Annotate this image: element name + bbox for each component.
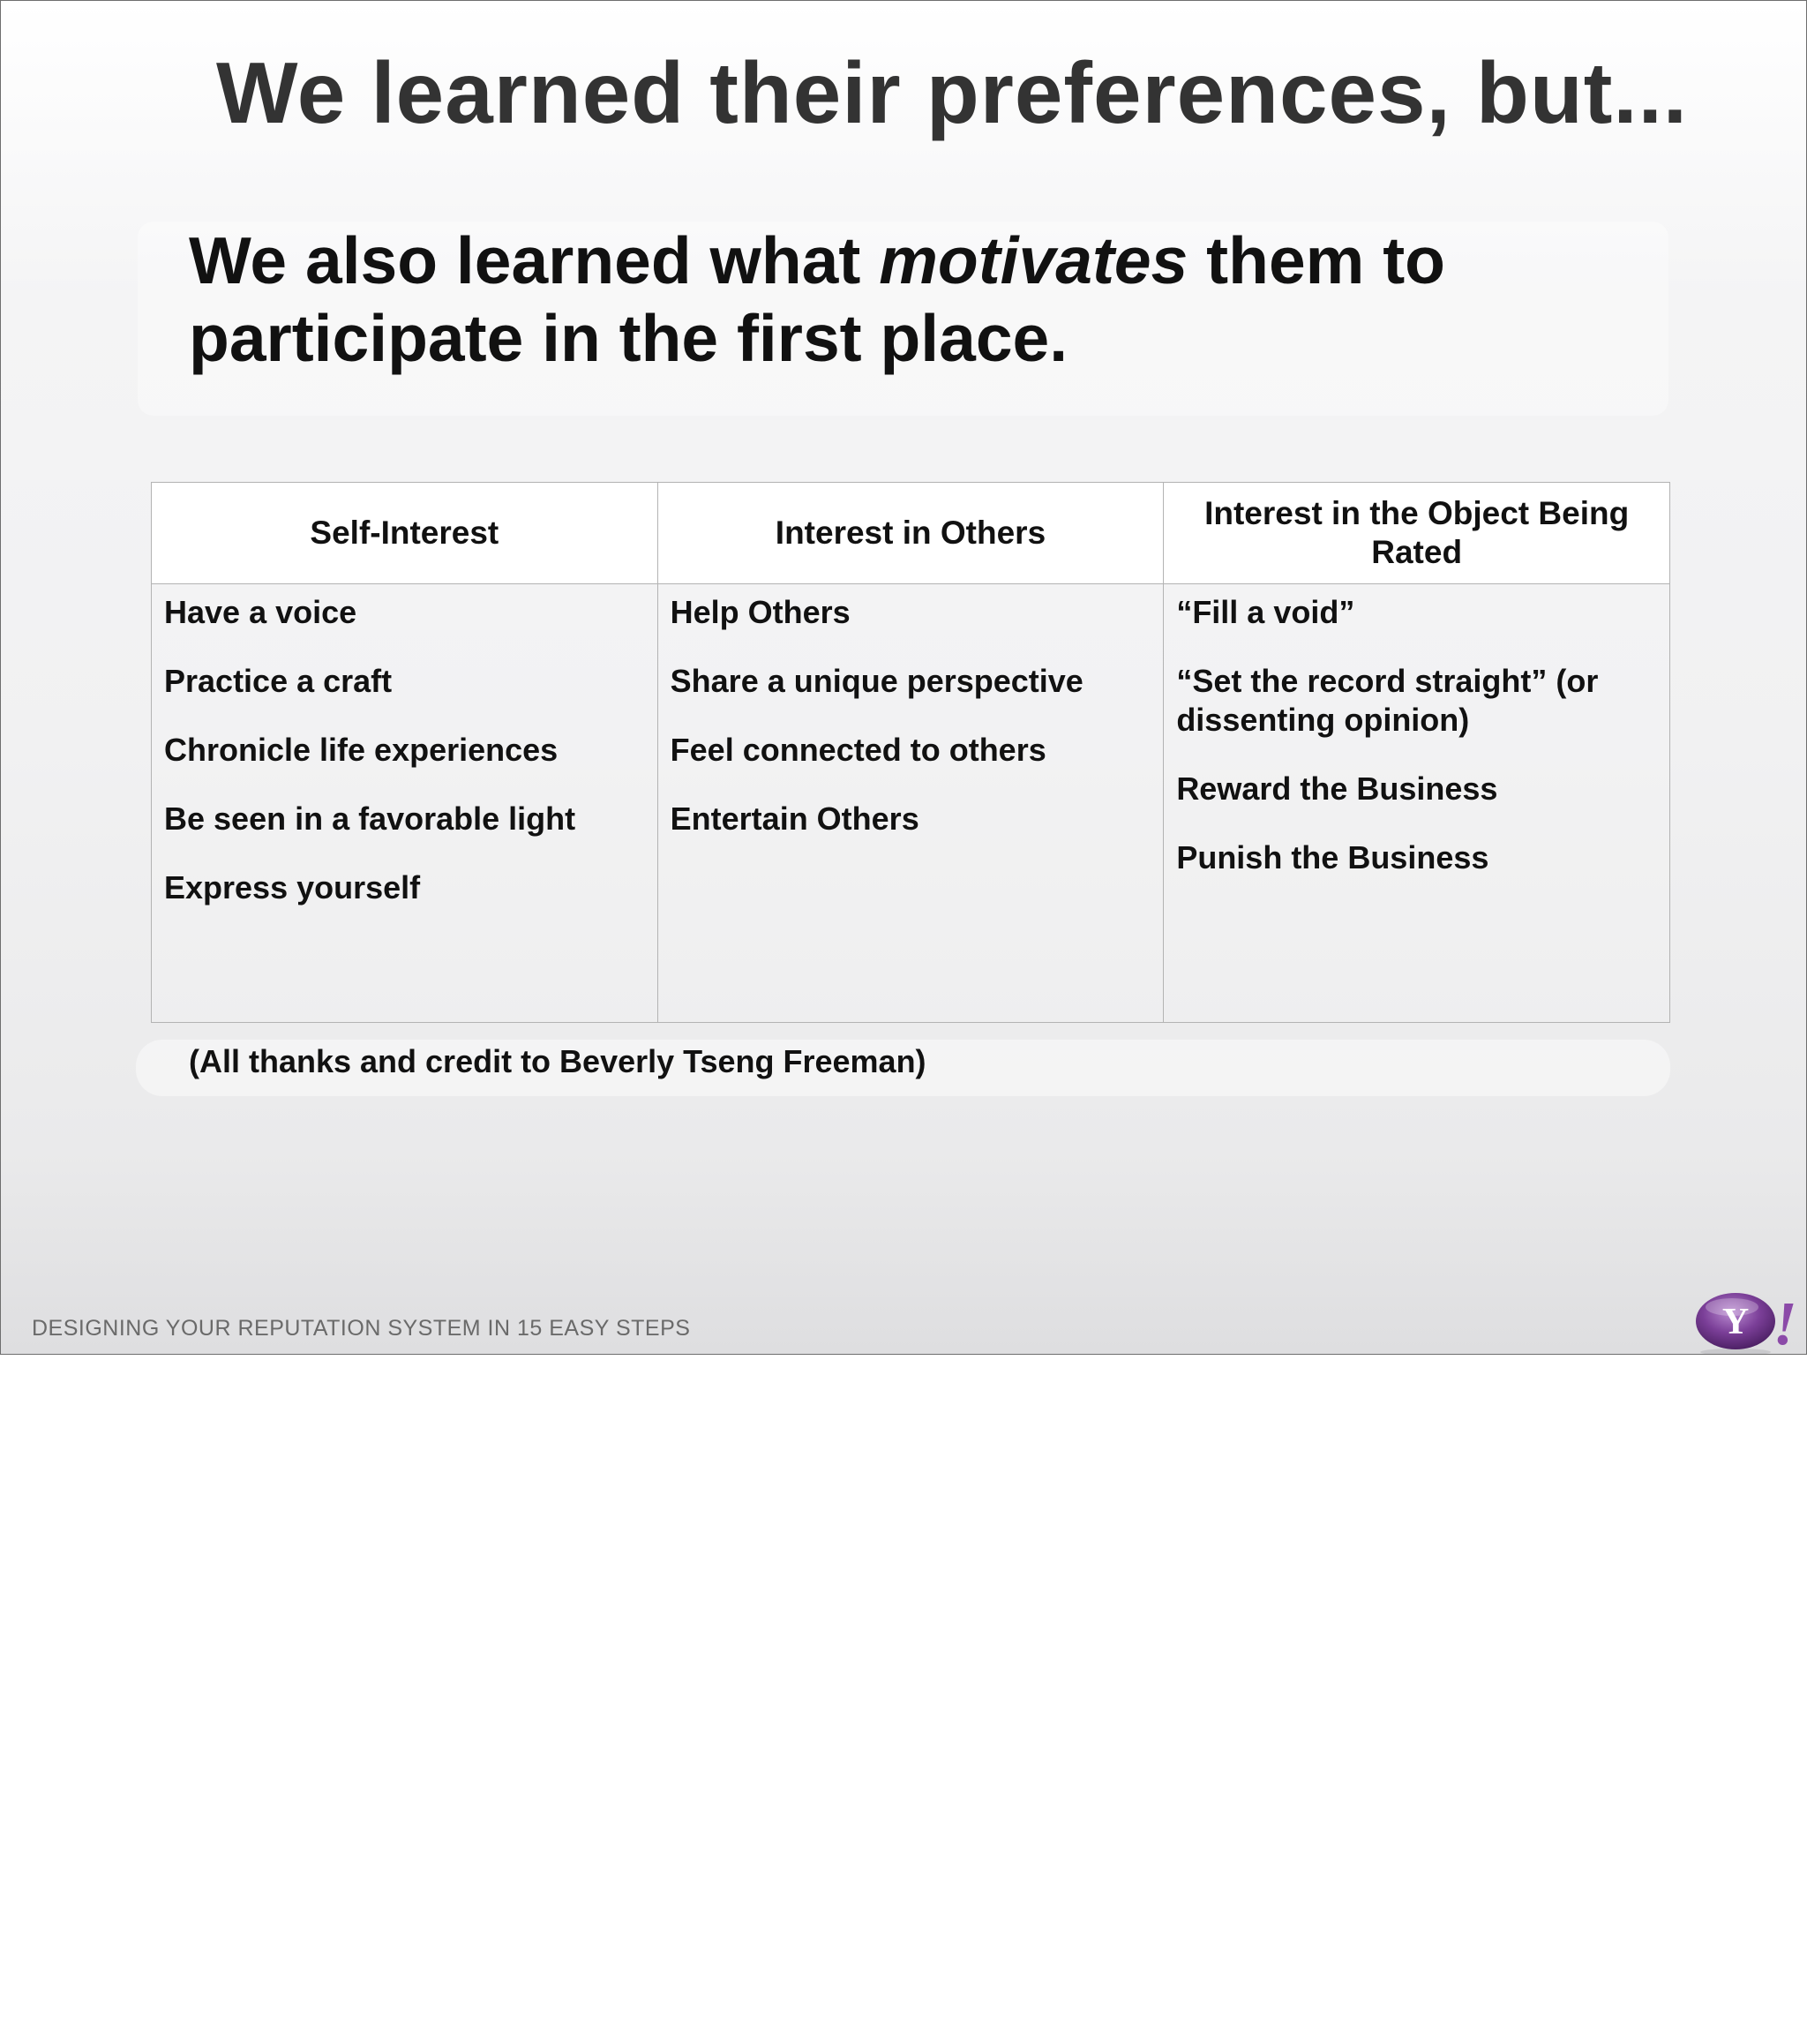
list-item: Express yourself xyxy=(164,869,421,906)
list-item: Help Others xyxy=(670,594,851,630)
footer-text: DESIGNING YOUR REPUTATION SYSTEM IN 15 EASY STEPS xyxy=(32,1316,691,1341)
list-item: Punish the Business xyxy=(1176,839,1489,875)
list-item: Entertain Others xyxy=(670,800,919,837)
table-header-row xyxy=(152,483,1670,584)
header-self-interest: Self-Interest xyxy=(152,483,658,584)
table-row xyxy=(152,584,1670,1023)
logo-mark: ! xyxy=(1773,1290,1797,1356)
column-self-interest xyxy=(152,584,658,1023)
list-item: Be seen in a favorable light xyxy=(164,800,576,837)
list-item: Reward the Business xyxy=(1176,770,1498,807)
list-item: “Set the record straight” (or dissenting opinion) xyxy=(1176,663,1599,738)
logo-letter: Y xyxy=(1721,1302,1750,1342)
list-item: Chronicle life experiences xyxy=(164,732,559,768)
slide-subtitle xyxy=(189,222,1689,377)
subtitle-text-end: them to participate in the first place. xyxy=(189,223,1445,375)
credit-note: (All thanks and credit to Beverly Tseng Freeman) xyxy=(189,1043,926,1079)
column-interest-in-object xyxy=(1164,584,1670,1023)
header-interest-in-object: Interest in the Object Being Rated xyxy=(1164,483,1670,584)
yahoo-logo-icon xyxy=(1693,1286,1799,1355)
column-interest-in-others xyxy=(657,584,1164,1023)
slide-title: We learned their preferences, but... xyxy=(216,44,1689,141)
subtitle-emphasis: motivates xyxy=(879,223,1188,297)
list-item: Have a voice xyxy=(164,594,357,630)
motivations-table xyxy=(151,482,1670,1023)
subtitle-text-start: We also learned what xyxy=(189,223,880,297)
header-interest-in-others: Interest in Others xyxy=(657,483,1164,584)
list-item: Share a unique perspective xyxy=(670,663,1083,699)
list-item: “Fill a void” xyxy=(1176,594,1355,630)
list-item: Feel connected to others xyxy=(670,732,1046,768)
list-item: Practice a craft xyxy=(164,663,393,699)
